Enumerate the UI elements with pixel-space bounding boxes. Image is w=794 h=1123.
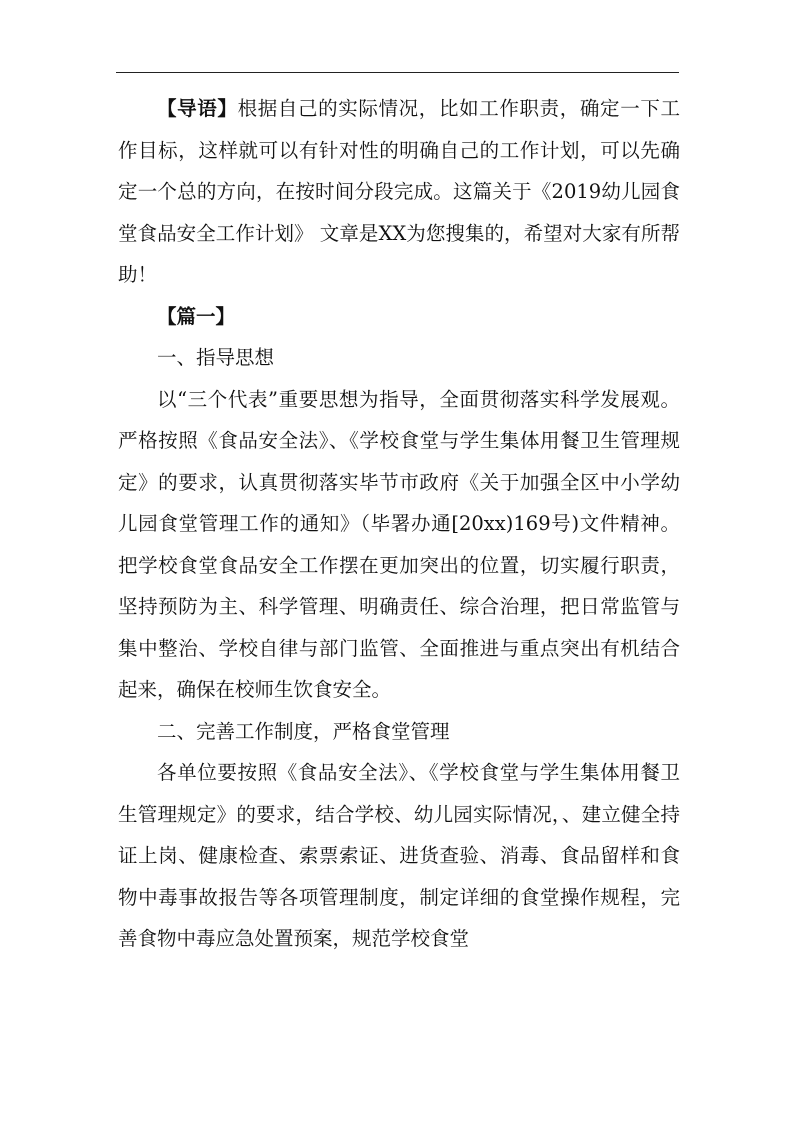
part-title: 【篇一】 [157,304,236,328]
section-heading-1: 一、指导思想 [157,346,275,369]
header-rule [116,72,679,73]
intro-paragraph [118,88,680,296]
section-heading-2: 二、完善工作制度，严格食堂管理 [157,719,450,743]
document-body [118,88,680,960]
section-body-1: 以“三个代表”重要思想为指导，全面贯彻落实科学发展观。严格按照《食品安全法》、《学校食堂与学生集体用餐卫生管理规定》的要求，认真贯彻落实毕节市政府《关于加强全区中小学幼儿园食堂管理工作的通知》（毕署办通[20xx)169号)文件精神。把学校食堂食品安全工作摆在更加突出的位置，切实履行职责，坚持预防为主、科学管理、明确责任、综合治理，把日常监管与集中整治、学校自律与部门监管、全面推进与重点突出有机结合起来，确保在校师生饮食安全。 [118,387,680,701]
intro-label: 【导语】 [157,97,238,120]
section-body-2: 各单位要按照《食品安全法》、《学校食堂与学生集体用餐卫生管理规定》的要求，结合学校、幼儿园实际情况，、建立健全持证上岗、健康检查、索票索证、进货查验、消毒、食品留样和食物中毒事故报告等各项管理制度，制定详细的食堂操作规程，完善食物中毒应急处置预案，规范学校食堂 [118,761,680,950]
intro-text: 根据自己的实际情况，比如工作职责，确定一下工作目标，这样就可以有针对性的明确自己的工作计划，可以先确定一个总的方向，在按时间分段完成。这篇关于《2019幼儿园食堂食品安全工作计划》 文章是XX为您搜集的，希望对大家有所帮助！ [118,97,680,286]
